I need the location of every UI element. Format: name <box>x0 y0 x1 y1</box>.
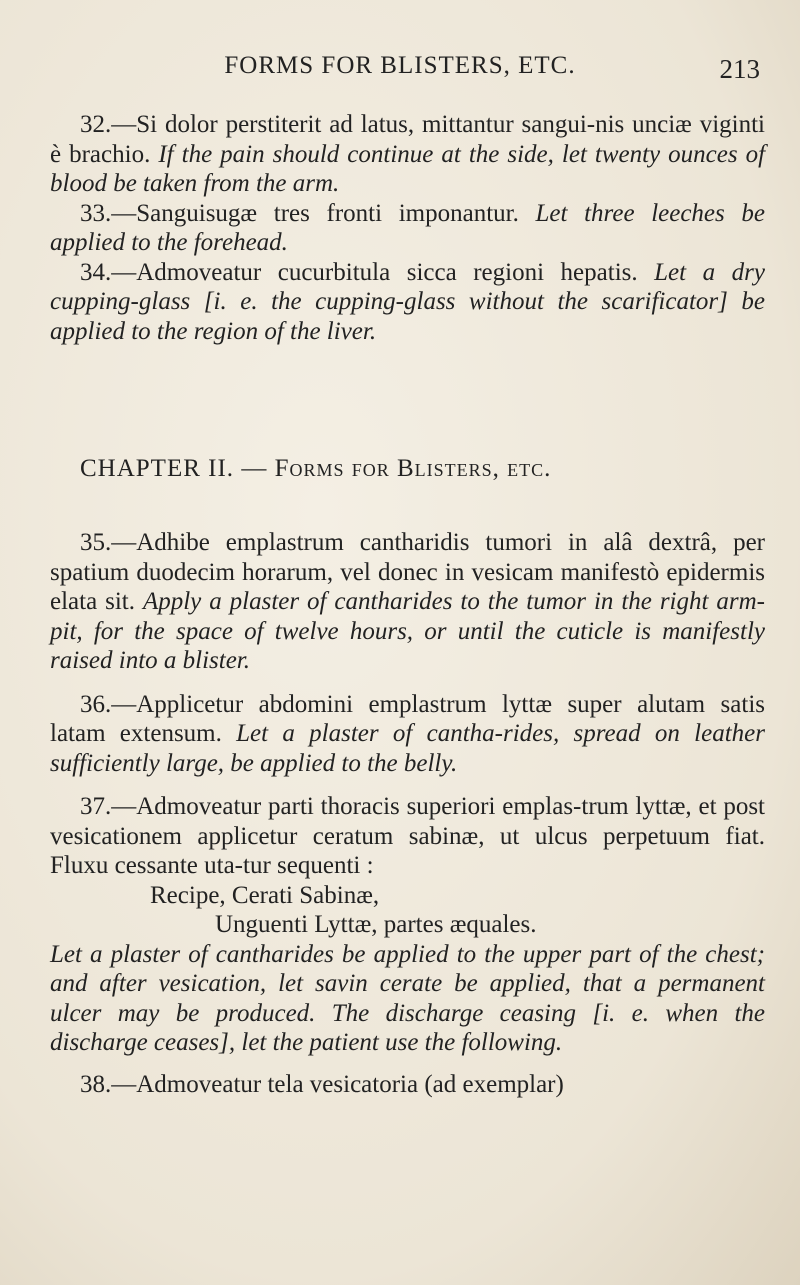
recipe-line-2: Unguenti Lyttæ, partes æquales. <box>215 911 537 938</box>
chapter-number: CHAPTER II. <box>80 455 235 482</box>
paragraph-37-english-block <box>50 940 765 1058</box>
paragraph-36-english: Let a plaster of cantha-rides, spread on leather sufficiently large, be applied to the belly. <box>50 720 765 777</box>
paragraph-35-english: Apply a plaster of cantharides to the tumor in the right arm-pit, for the space of twelve hours, or until the cuticle is manifestly raised into a blister. <box>50 588 765 674</box>
paragraph-32-english: If the pain should continue at the side, let twenty ounces of blood be taken from the arm. <box>50 140 766 197</box>
paragraph-37-english: Let a plaster of cantharides be applied to the upper part of the chest; and after vesication, let savin cerate be applied, that a permanent ulcer may be produced. The discharge ceasing [i. e. when the discharge ceases], let the patient use the following. <box>50 940 765 1056</box>
text-block-bottom <box>50 528 765 1099</box>
chapter-heading <box>50 454 765 484</box>
page-header <box>0 52 800 92</box>
chapter-title <box>50 454 765 484</box>
paragraph-33 <box>50 199 765 258</box>
chapter-subtitle: — Forms for Blisters, etc. <box>241 455 552 482</box>
paragraph-36-latin: 36.—Applicetur abdomini emplastrum lyttæ super alutam satis latam extensum. <box>50 690 765 747</box>
paragraph-38-latin: 38.—Admoveatur tela vesicatoria (ad exemplar) <box>80 1070 564 1098</box>
page-number: 213 <box>719 54 760 84</box>
paragraph-34-latin: 34.—Admoveatur cucurbitula sicca regioni hepatis. <box>80 258 638 286</box>
paragraph-34-english: Let a dry cupping-glass [i. e. the cupping-glass without the scarificator] be applied to the region of the liver. <box>50 258 765 345</box>
paragraph-35 <box>50 528 765 676</box>
paragraph-32 <box>50 110 765 199</box>
paragraph-37 <box>50 792 765 881</box>
text-block-top <box>50 110 765 346</box>
paragraph-34 <box>50 258 765 347</box>
paragraph-37-latin: 37.—Admoveatur parti thoracis superiori emplas-trum lyttæ, et post vesicationem applicetur ceratum sabinæ, ut ulcus perpetuum fiat. Fluxu cessante uta-tur sequenti : <box>50 793 765 879</box>
paragraph-33-latin: 33.—Sanguisugæ tres fronti imponantur. <box>80 199 519 227</box>
paragraph-35-latin: 35.—Adhibe emplastrum cantharidis tumori in alâ dextrâ, per spatium duodecim horarum, vel donec in vesicam manifestò epidermis elata sit. <box>50 529 765 615</box>
paragraph-32-latin: 32.—Si dolor perstiterit ad latus, mittantur sangui-nis unciæ viginti è brachio. <box>50 111 765 168</box>
paragraph-38 <box>50 1070 765 1100</box>
paragraph-33-english: Let three leeches be applied to the forehead. <box>50 199 766 256</box>
running-head: FORMS FOR BLISTERS, ETC. <box>224 52 576 79</box>
recipe-line-1: Recipe, Cerati Sabinæ, <box>150 881 380 909</box>
paragraph-36 <box>50 690 765 779</box>
